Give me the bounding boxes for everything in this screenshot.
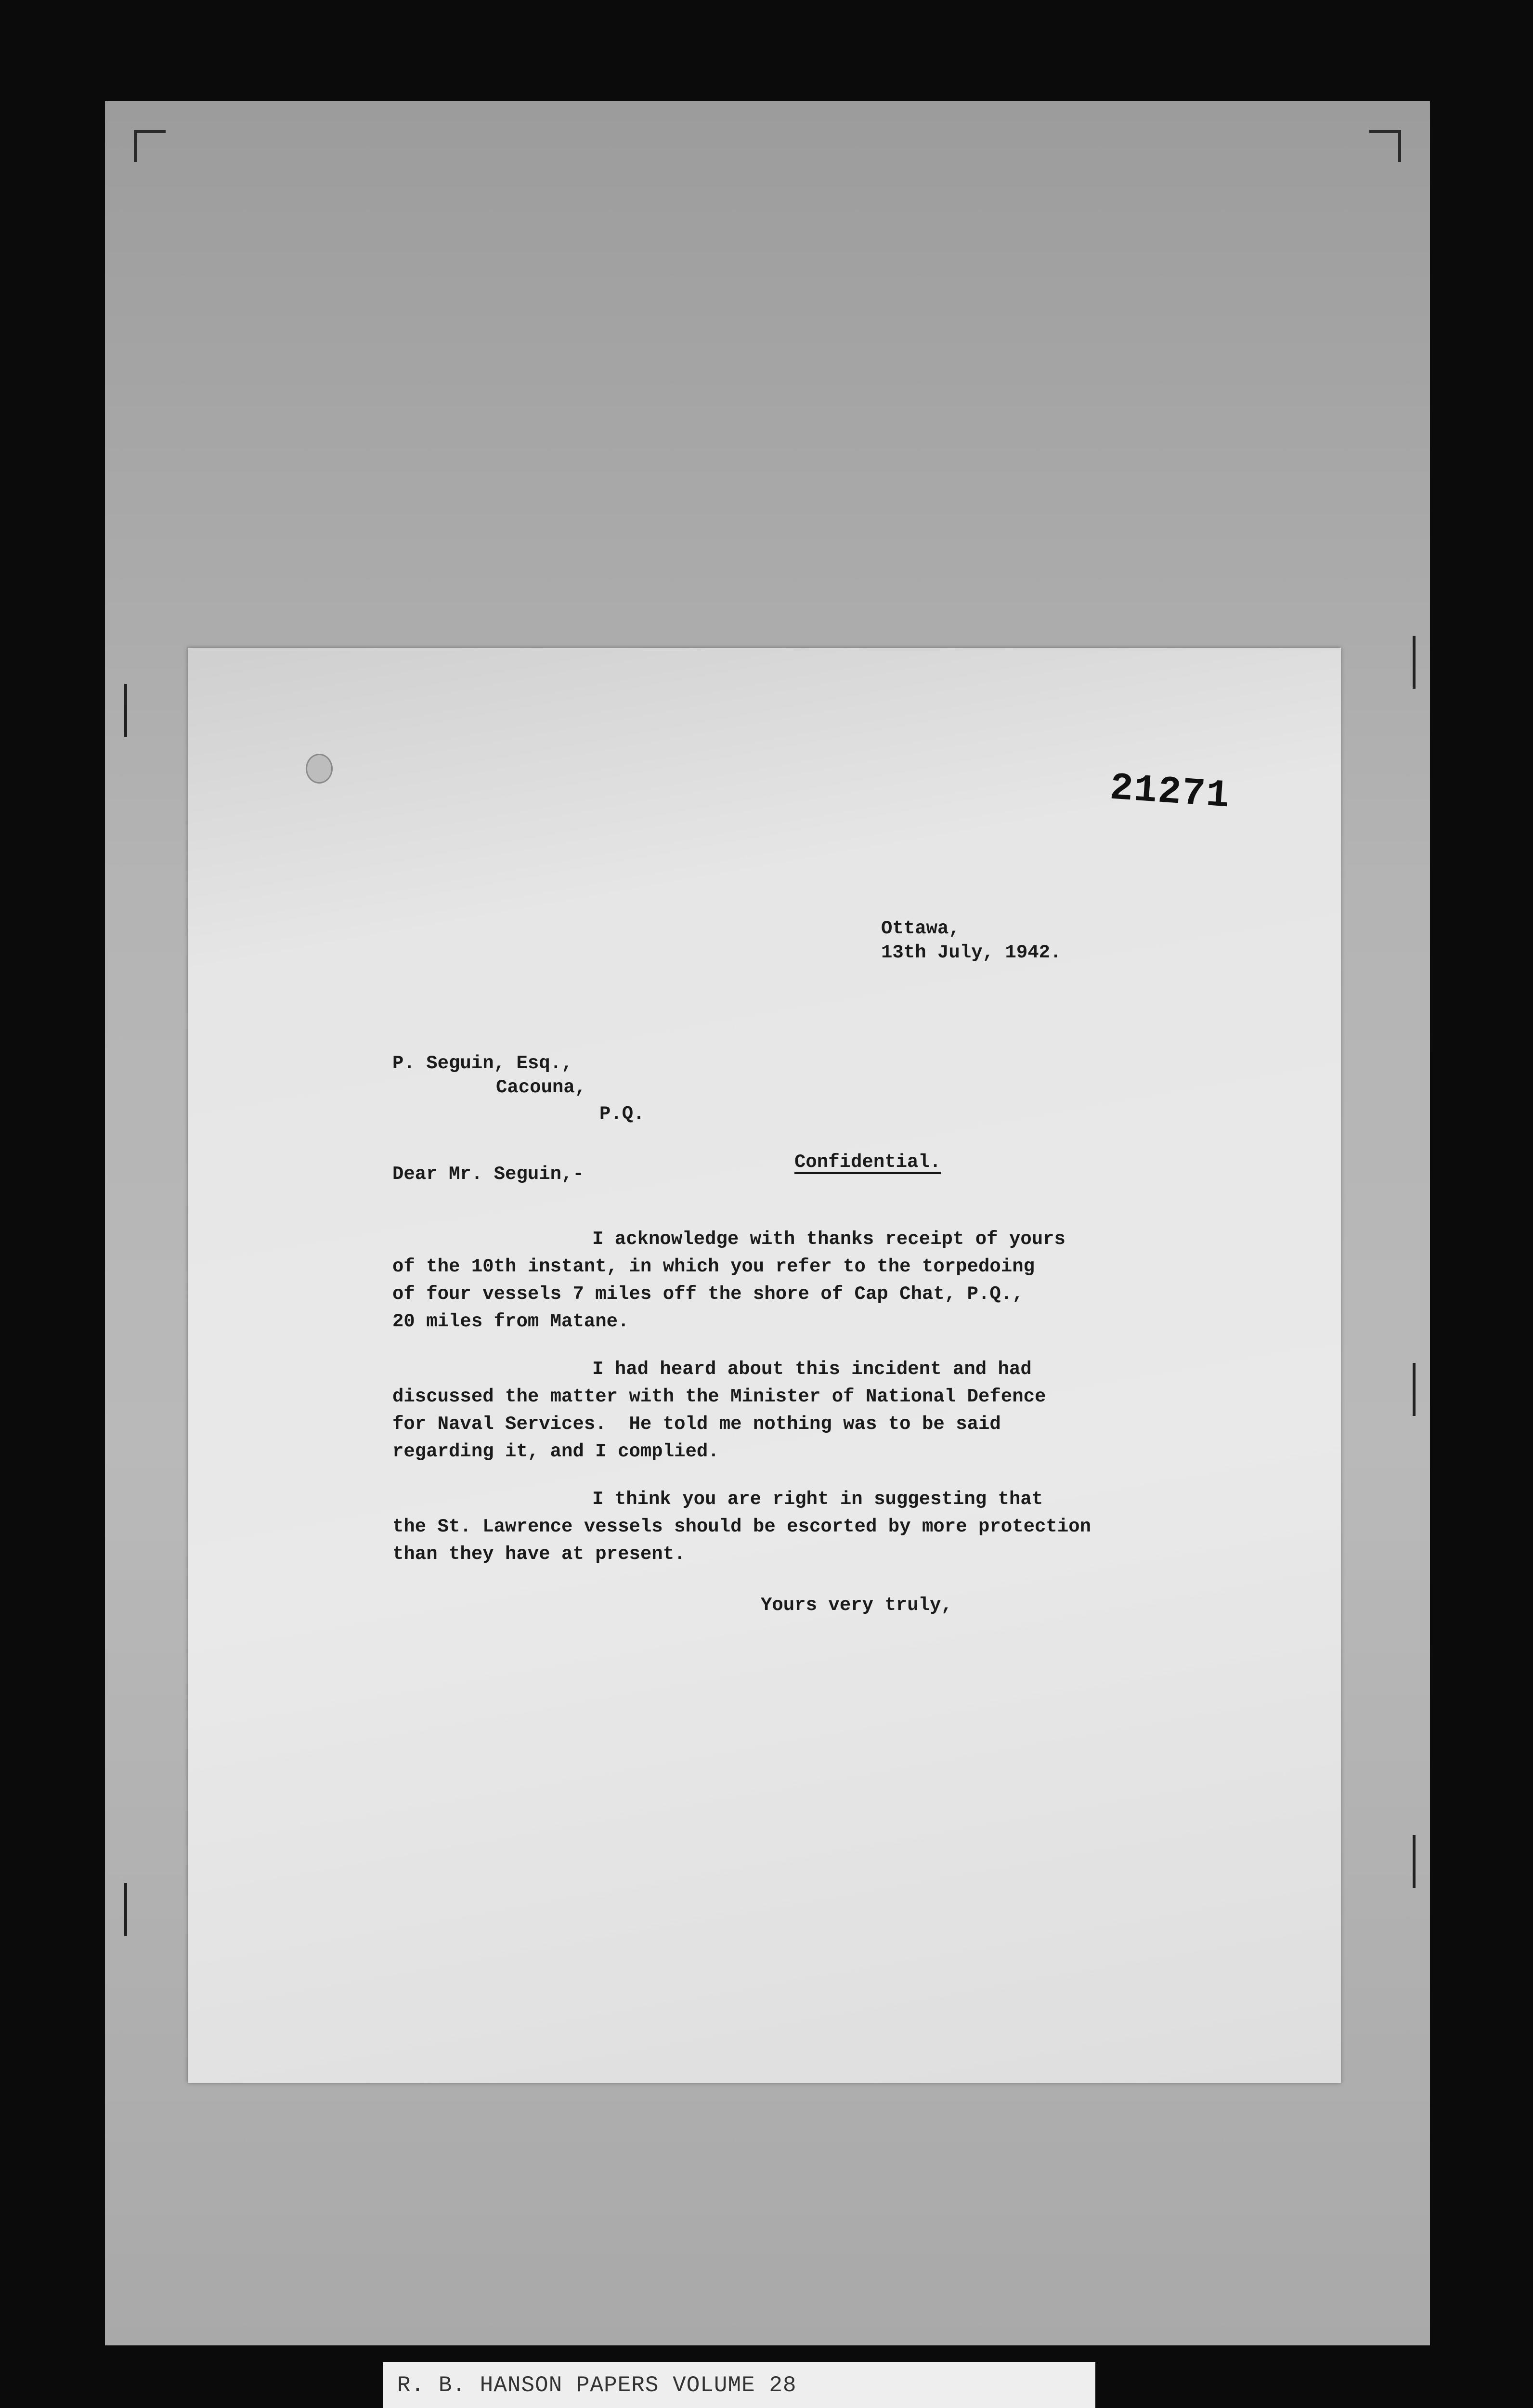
paragraph2-line: discussed the matter with the Minister of National Defence: [392, 1386, 1046, 1407]
registration-mark: [1413, 1835, 1416, 1888]
registration-mark: [1413, 1363, 1416, 1416]
paragraph1-line: 20 miles from Matane.: [392, 1311, 629, 1332]
registration-mark: [124, 1883, 127, 1936]
recipient-name: P. Seguin, Esq.,: [392, 1053, 573, 1074]
letter-place: Ottawa,: [881, 918, 960, 939]
paragraph2-line: for Naval Services. He told me nothing was to be said: [392, 1413, 1001, 1435]
confidential-marking: Confidential.: [794, 1152, 941, 1173]
letter-date: 13th July, 1942.: [881, 942, 1062, 963]
punch-hole: [306, 754, 333, 784]
registration-mark: [1413, 636, 1416, 689]
paragraph1-line: of four vessels 7 miles off the shore of Cap Chat, P.Q.,: [392, 1283, 1024, 1305]
recipient-province: P.Q.: [599, 1103, 645, 1125]
paragraph1-line: of the 10th instant, in which you refer to the torpedoing: [392, 1256, 1035, 1277]
volume-label: [383, 2362, 1095, 2408]
paragraph1-line: I acknowledge with thanks receipt of yours: [592, 1229, 1065, 1250]
volume-label-text: R. B. HANSON PAPERS VOLUME 28: [397, 2373, 797, 2398]
paragraph3-line: I think you are right in suggesting that: [592, 1489, 1043, 1510]
paragraph3-line: the St. Lawrence vessels should be escorted by more protection: [392, 1516, 1091, 1537]
paragraph2-line: I had heard about this incident and had: [592, 1359, 1032, 1380]
recipient-town: Cacouna,: [496, 1077, 586, 1098]
salutation: Dear Mr. Seguin,-: [392, 1164, 584, 1185]
paragraph3-line: than they have at present.: [392, 1544, 686, 1565]
corner-mark-top-right: [1369, 130, 1401, 162]
paragraph2-line: regarding it, and I complied.: [392, 1441, 719, 1462]
registration-mark: [124, 684, 127, 737]
file-number: 21271: [1108, 766, 1232, 819]
letter-page: [188, 648, 1341, 2083]
closing: Yours very truly,: [761, 1595, 952, 1616]
corner-mark-top-left: [134, 130, 166, 162]
